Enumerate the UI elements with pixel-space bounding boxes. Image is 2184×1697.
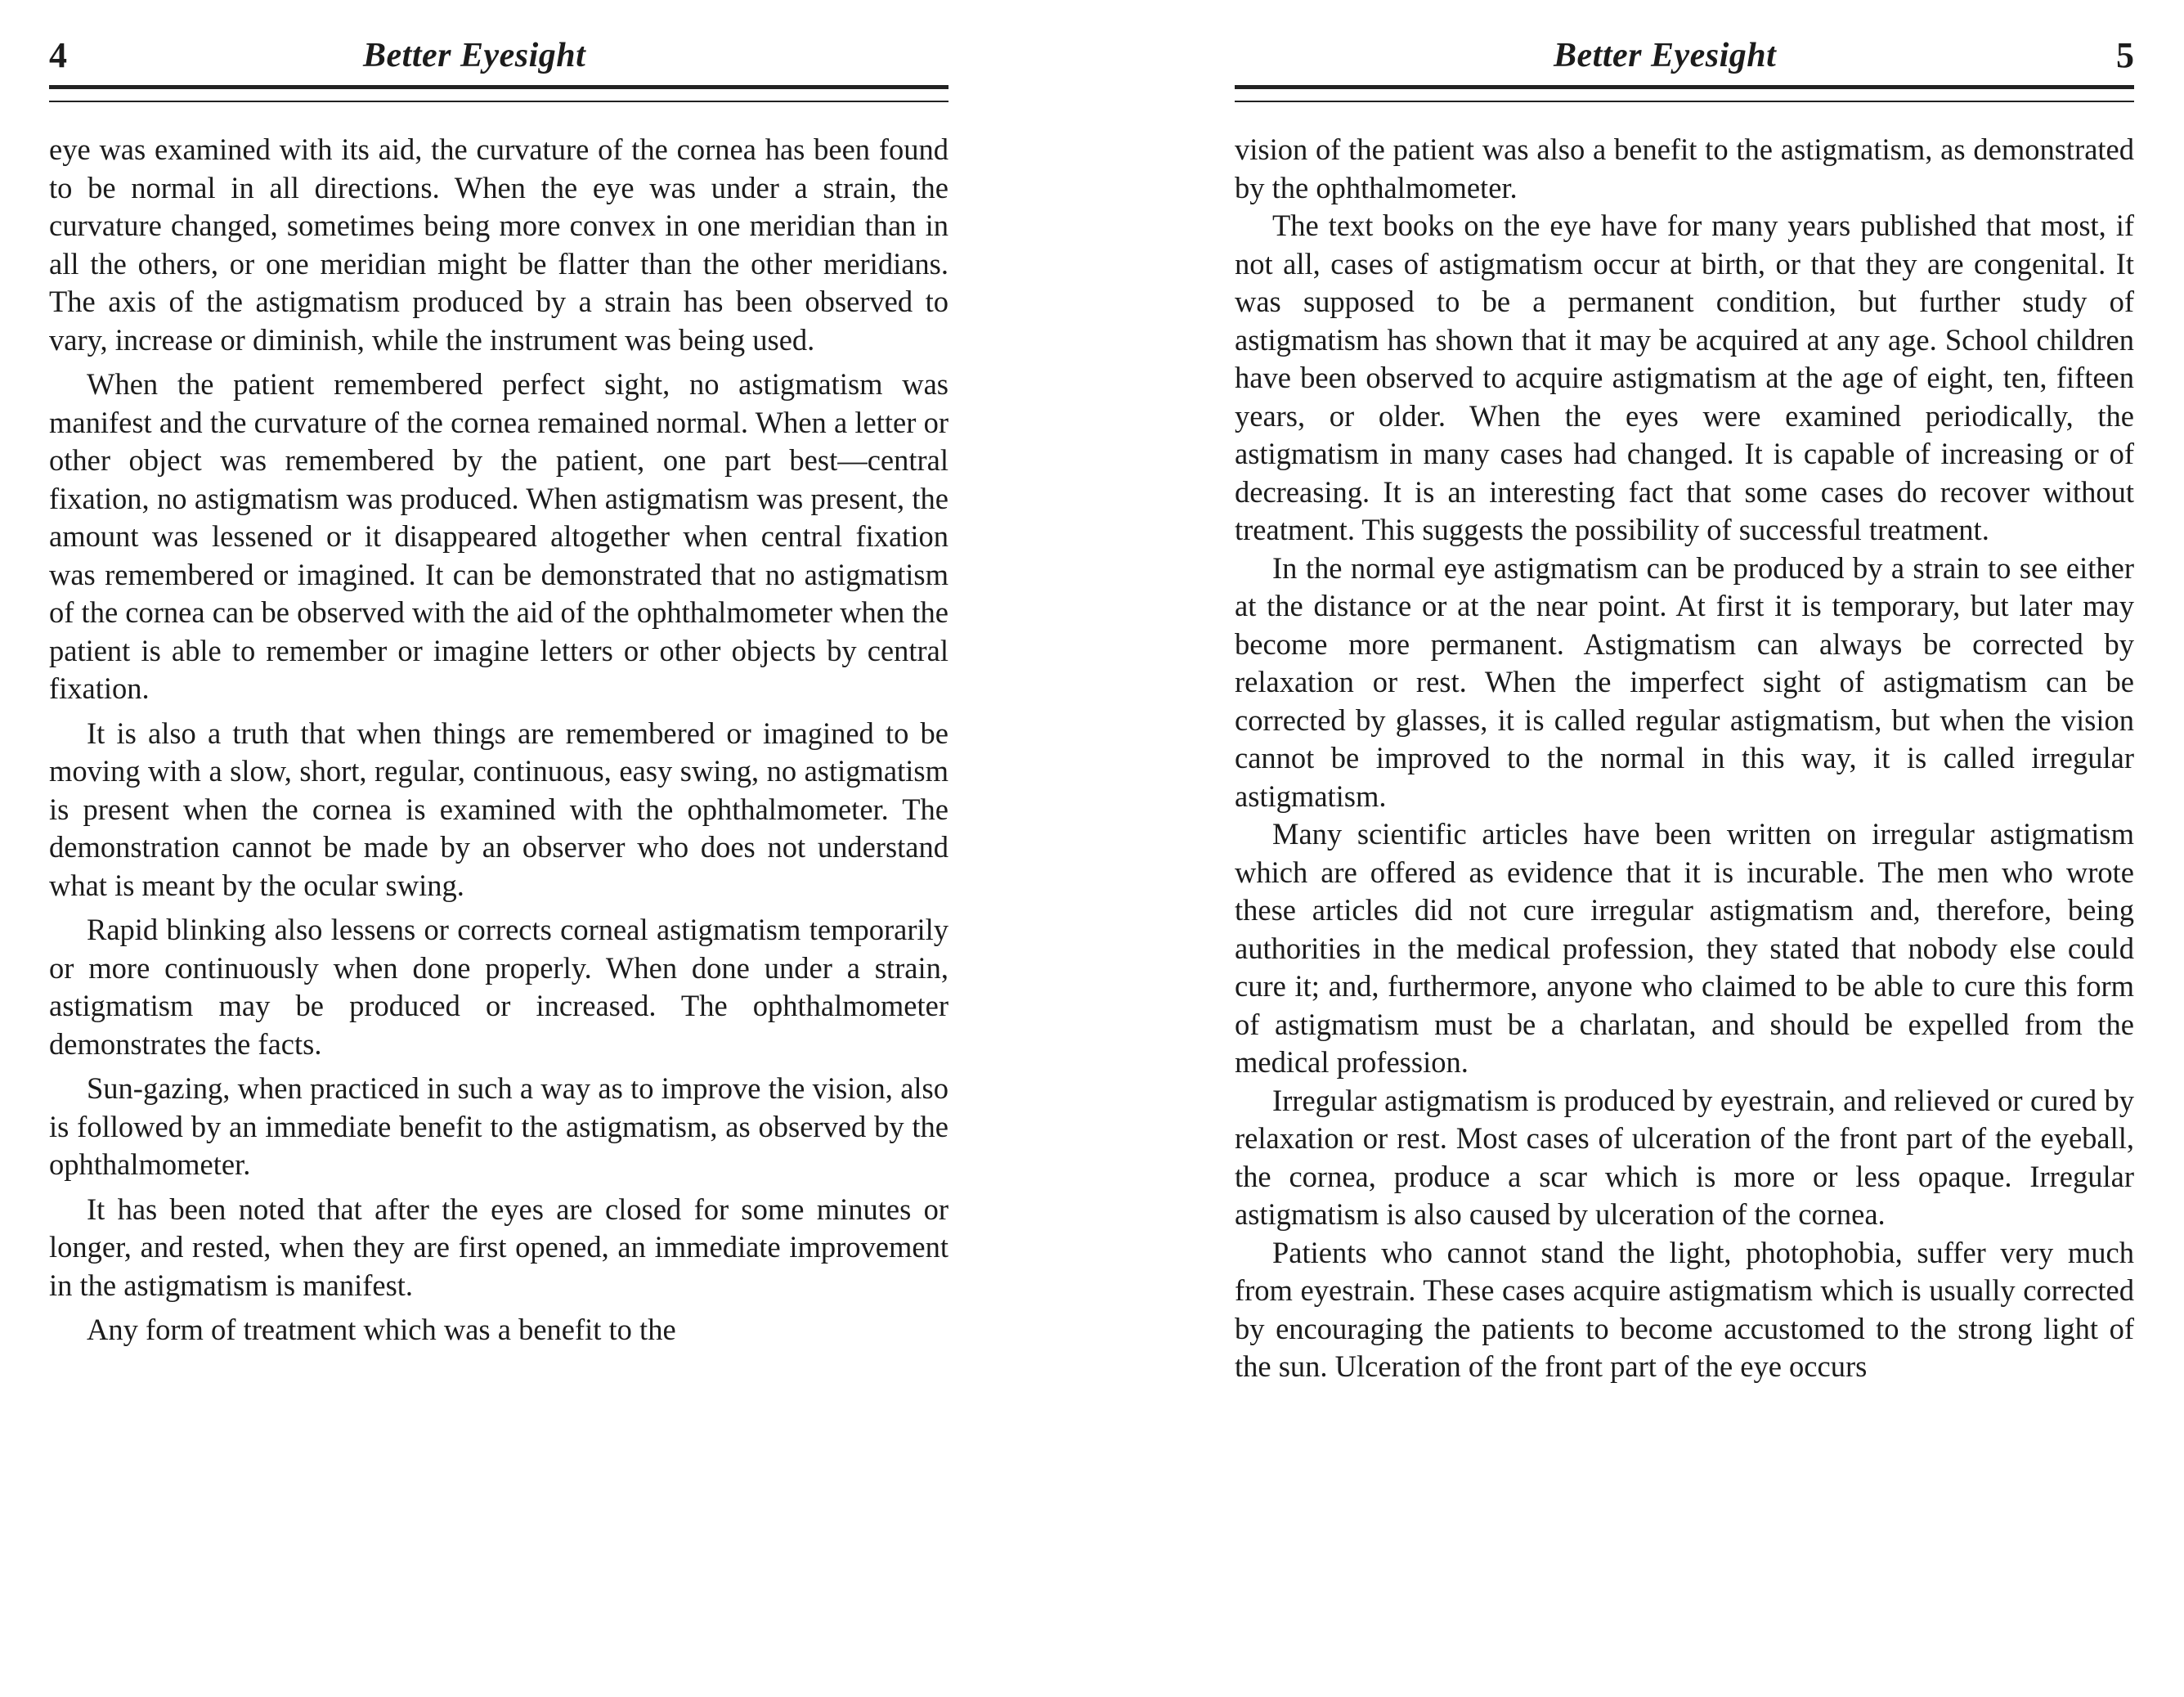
right-header-rule xyxy=(1235,85,2134,102)
right-page-body xyxy=(1235,131,2134,1386)
left-paragraph-6: It has been noted that after the eyes are closed for some minutes or longer, and rested, when they are first opened, an immediate improvement in the astigmatism is manifest. xyxy=(49,1192,948,1302)
right-page xyxy=(1235,0,2134,1697)
left-paragraph-3: It is also a truth that when things are remembered or imagined to be moving with a slow, short, regular, continuous, easy swing, no astigmatism is present when the cornea is examined with the ophthalmometer. The demonstration cannot be made by an observer who does not understand what is meant by the ocular swing. xyxy=(49,716,948,902)
left-paragraph-5: Sun-gazing, when practiced in such a way as to improve the vision, also is followed by an immediate benefit to the astigmatism, as observed by the ophthalmometer. xyxy=(49,1071,948,1181)
right-paragraph-6: Patients who cannot stand the light, photophobia, suffer very much from eyestrain. These cases acquire astigmatism which is usually corrected by encouraging the patients to become accustomed to the strong light of the sun. Ulceration of the front part of the eye occurs xyxy=(1235,1235,2134,1383)
left-paragraph-1: eye was examined with its aid, the curvature of the cornea has been found to be normal in all directions. When the eye was under a strain, the curvature changed, sometimes being more convex in one meridian than in all the others, or one meridian might be flatter than the other meridians. The axis of the astigmatism produced by a strain has been observed to vary, increase or diminish, while the instrument was being used. xyxy=(49,132,948,357)
left-page-body xyxy=(49,131,948,1356)
left-page-number: 4 xyxy=(49,35,67,75)
left-page-header xyxy=(49,31,948,80)
left-running-title: Better Eyesight xyxy=(363,37,586,74)
right-paragraph-4: Many scientific articles have been written on irregular astigmatism which are offered as evidence that it is incurable. The men who wrote these articles did not cure irregular astigmatism and, therefore, being authorities in the medical profession, they stated that nobody else could cure it; and, furthermore, anyone who claimed to be able to cure this form of astigmatism must be a charlatan, and should be expelled from the medical profession. xyxy=(1235,817,2134,1079)
right-paragraph-5: Irregular astigmatism is produced by eyestrain, and relieved or cured by relaxation or rest. Most cases of ulceration of the front part of the eyeball, the cornea, produce a scar which is more or less opaque. Irregular astigmatism is also caused by ulceration of the cornea. xyxy=(1235,1083,2134,1231)
left-paragraph-7: Any form of treatment which was a benefit to the xyxy=(87,1313,676,1346)
left-page xyxy=(49,0,948,1697)
left-paragraph-4: Rapid blinking also lessens or corrects corneal astigmatism temporarily or more continuously when done properly. When done under a strain, astigmatism may be produced or increased. The ophthalmometer demonstrates the facts. xyxy=(49,913,948,1061)
right-running-title: Better Eyesight xyxy=(1554,37,1777,74)
right-paragraph-2: The text books on the eye have for many years published that most, if not all, cases of astigmatism occur at birth, or that they are congenital. It was supposed to be a permanent condition, but further study of astigmatism has shown that it may be acquired at any age. School children have been observed to acquire astigmatism at the age of eight, ten, fifteen years, or older. When the eyes were examined periodically, the astigmatism in many cases had changed. It is capable of increasing or of decreasing. It is an interesting fact that some cases do recover without treatment. This suggests the possibility of successful treatment. xyxy=(1235,209,2134,546)
left-paragraph-2: When the patient remembered perfect sight, no astigmatism was manifest and the curvature of the cornea remained normal. When a letter or other object was remembered by the patient, one part best—central fixation, no astigmatism was produced. When astigmatism was present, the amount was lessened or it disappeared altogether when central fixation was remembered or imagined. It can be demonstrated that no astigmatism of the cornea can be observed with the aid of the ophthalmometer when the patient is able to remember or imagine letters or other objects by central fixation. xyxy=(49,367,948,705)
right-page-number: 5 xyxy=(2116,35,2134,75)
right-paragraph-3: In the normal eye astigmatism can be produced by a strain to see either at the distance or at the near point. At first it is temporary, but later may become more permanent. Astigmatism can always be corrected by relaxation or rest. When the imperfect sight of astigmatism can be corrected by glasses, it is called regular astigmatism, but when the vision cannot be improved to the normal in this way, it is called irregular astigmatism. xyxy=(1235,550,2134,813)
right-paragraph-1: vision of the patient was also a benefit to the astigmatism, as demonstrated by the ophthalmometer. xyxy=(1235,132,2134,204)
right-page-header xyxy=(1235,31,2134,80)
left-header-rule xyxy=(49,85,948,102)
